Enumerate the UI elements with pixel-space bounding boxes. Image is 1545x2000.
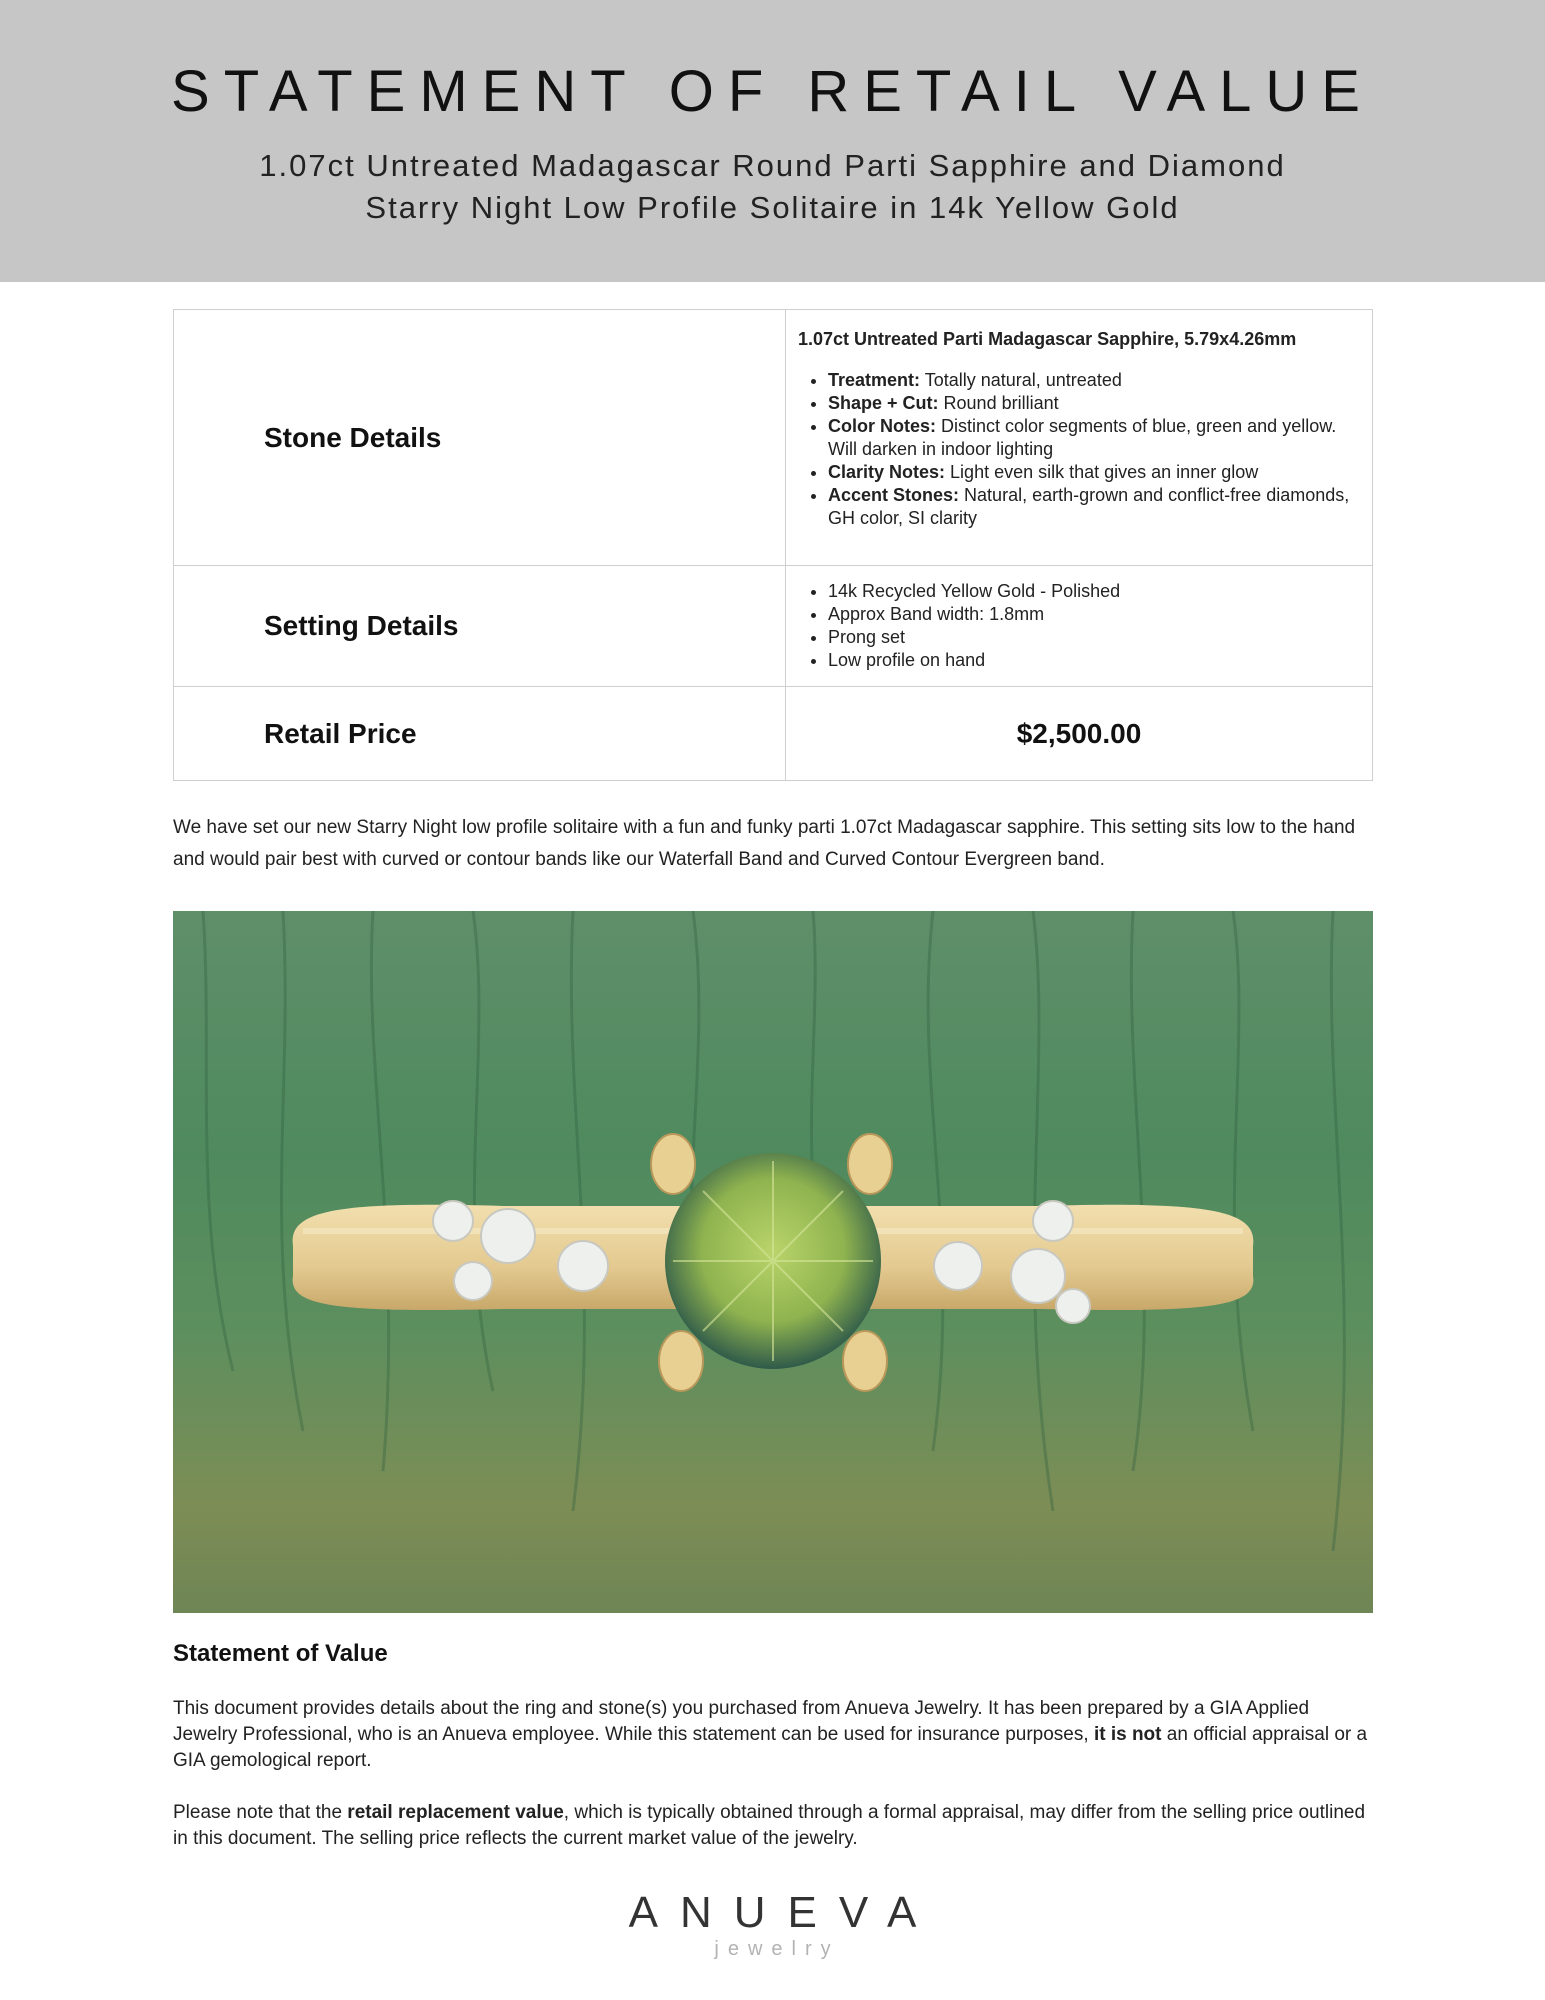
statement-paragraph-1: This document provides details about the ring and stone(s) you purchased from Anueva Jewelry. It has been prepared by a GIA Applied Jewelry Professional, who is an Anueva employee. While this statement can be used for insurance purposes, it is not an official appraisal or a GIA gemological report. — [173, 1698, 1368, 1771]
intro-paragraph: We have set our new Starry Night low profile solitaire with a fun and funky parti 1.07ct Madagascar sapphire. This setting sits low to the hand and would pair best with curved or contour bands like our Waterfall Band and Curved Contour Evergreen band. — [173, 817, 1356, 870]
anueva-logo — [0, 1888, 1545, 1960]
document-subtitle — [0, 145, 1545, 229]
stone-details-list — [798, 369, 1360, 530]
retail-price-row — [174, 687, 1373, 781]
list-item: • Shape + Cut: Round brilliant — [828, 392, 1360, 415]
setting-details-label: Setting Details — [174, 566, 786, 687]
details-table — [173, 309, 1373, 781]
list-item: • 14k Recycled Yellow Gold - Polished — [828, 580, 1360, 603]
list-item: • Treatment: Totally natural, untreated — [828, 369, 1360, 392]
stone-heading: 1.07ct Untreated Parti Madagascar Sapphire, 5.79x4.26mm — [798, 328, 1297, 349]
ring-photo — [173, 911, 1373, 1613]
list-item: • Prong set — [828, 626, 1360, 649]
center-sapphire — [651, 1134, 892, 1391]
stone-details-label: Stone Details — [174, 310, 786, 566]
setting-details-row — [174, 566, 1373, 687]
setting-details-list — [798, 580, 1360, 672]
subtitle-line-1: 1.07ct Untreated Madagascar Round Parti Sapphire and Diamond — [259, 148, 1286, 183]
list-item: • Color Notes: Distinct color segments of blue, green and yellow. Will darken in indoor lighting — [828, 415, 1360, 461]
list-item: • Clarity Notes: Light even silk that gives an inner glow — [828, 461, 1360, 484]
retail-price-label: Retail Price — [174, 687, 786, 781]
header-banner — [0, 0, 1545, 282]
document-title: STATEMENT OF RETAIL VALUE — [171, 59, 1374, 124]
retail-price-value: $2,500.00 — [786, 687, 1373, 781]
logo-subtitle: jewelry — [714, 1938, 840, 1960]
list-item: • Low profile on hand — [828, 649, 1360, 672]
logo-wordmark: ANUEVA — [628, 1888, 939, 1937]
stone-details-content — [786, 310, 1373, 566]
statement-paragraph-2: Please note that the retail replacement value, which is typically obtained through a formal appraisal, may differ from the selling price outlined in this document. The selling price reflects the current market value of the jewelry. — [173, 1802, 1366, 1849]
ring-photo-illustration — [173, 911, 1373, 1613]
setting-details-content — [786, 566, 1373, 687]
list-item: • Accent Stones: Natural, earth-grown and conflict-free diamonds, GH color, SI clarity — [828, 484, 1360, 530]
statement-of-value-title: Statement of Value — [173, 1640, 388, 1667]
stone-details-row — [174, 310, 1373, 566]
subtitle-line-2: Starry Night Low Profile Solitaire in 14k Yellow Gold — [365, 190, 1180, 225]
list-item: • Approx Band width: 1.8mm — [828, 603, 1360, 626]
